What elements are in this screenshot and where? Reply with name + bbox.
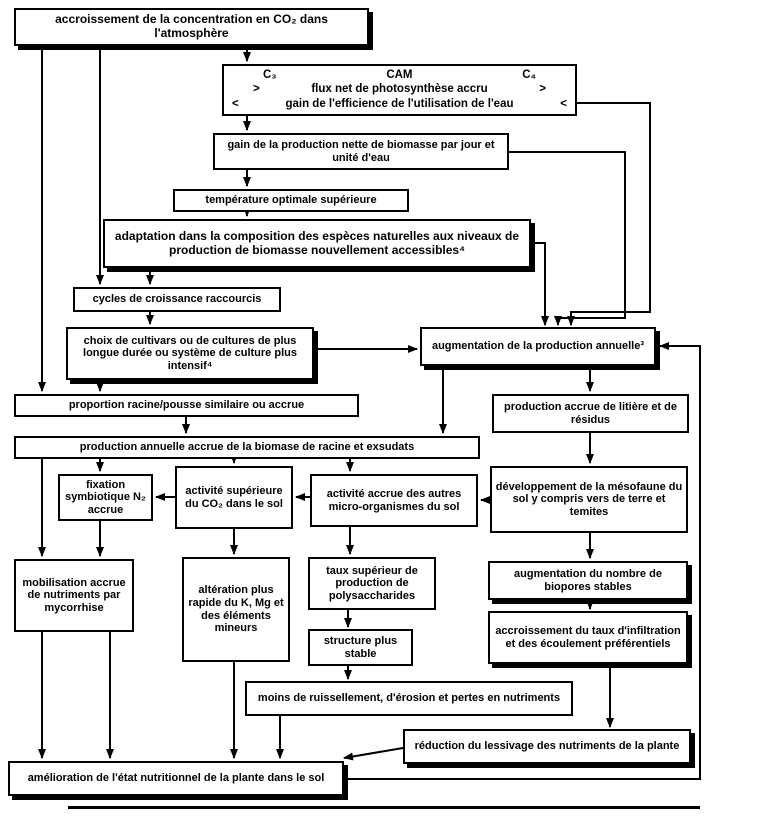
node-soil-co2-activity: activité supérieure du CO₂ dans le sol	[175, 466, 293, 529]
arrow-cam-to-production	[571, 103, 650, 325]
lt-symbol-left: <	[232, 97, 239, 110]
node-stable-biopores: augmentation du nombre de biopores stables	[488, 561, 688, 600]
node-microorganism-activity: activité accrue des autres micro-organismes du sol	[310, 474, 478, 527]
gt-symbol-right: >	[539, 83, 546, 96]
node-species-adaptation: adaptation dans la composition des espèces naturelles aux niveaux de production de biomasse nouvellement accessibles⁴	[103, 219, 531, 268]
label-water-efficiency: gain de l'efficience de l'utilisation de l'eau	[285, 97, 514, 110]
node-mesofauna-development: développement de la mésofaune du sol y compris vers de terre et temites	[490, 466, 688, 533]
node-infiltration-increase: accroissement du taux d'infiltration et des écoulement préférentiels	[488, 611, 688, 664]
node-co2-increase: accroissement de la concentration en CO₂ dans l'atmosphère	[14, 8, 369, 46]
arrow-leaching-to-nutrition	[344, 748, 403, 758]
node-shorter-growth-cycles: cycles de croissance raccourcis	[73, 287, 281, 312]
node-polysaccharide-production: taux supérieur de production de polysaccharides	[308, 557, 436, 610]
node-litter-residue-production: production accrue de litière et de résidus	[492, 394, 689, 433]
node-plant-nutrition-improvement: amélioration de l'état nutritionnel de la plante dans le sol	[8, 761, 344, 796]
node-annual-production-increase: augmentation de la production annuelle³	[420, 327, 656, 366]
arrow-adaptation-to-production	[531, 243, 545, 325]
cam-row-flux	[227, 83, 572, 96]
node-optimal-temperature: température optimale supérieure	[173, 189, 409, 212]
node-mineral-weathering: altération plus rapide du K, Mg et des éléments mineurs	[182, 557, 290, 662]
node-root-biomass-production: production annuelle accrue de la biomase de racine et exsudats	[14, 436, 480, 459]
gt-symbol-left: >	[253, 83, 260, 96]
node-stable-structure: structure plus stable	[308, 629, 413, 666]
node-cam-photosynthesis	[222, 64, 577, 116]
node-less-runoff: moins de ruissellement, d'érosion et pertes en nutriments	[245, 681, 573, 716]
bottom-rule	[68, 806, 700, 809]
label-c3: C₃	[263, 69, 277, 82]
cam-row-water	[227, 98, 572, 111]
node-root-shoot-ratio: proportion racine/pousse similaire ou accrue	[14, 394, 359, 417]
node-biomass-production-gain: gain de la production nette de biomasse par jour et unité d'eau	[213, 133, 509, 170]
label-c4: C₄	[522, 69, 536, 82]
cam-row-types	[227, 69, 572, 82]
label-flux: flux net de photosynthèse accru	[311, 83, 488, 96]
label-cam: CAM	[386, 69, 413, 82]
lt-symbol-right: <	[560, 97, 567, 110]
node-cultivar-choice: choix de cultivars ou de cultures de plus longue durée ou système de culture plus intensif⁴	[66, 327, 314, 380]
node-leaching-reduction: réduction du lessivage des nutriments de la plante	[403, 729, 691, 764]
node-mycorrhiza-mobilisation: mobilisation accrue de nutriments par mycorrhise	[14, 559, 134, 632]
node-n2-fixation: fixation symbiotique N₂ accrue	[58, 474, 153, 521]
